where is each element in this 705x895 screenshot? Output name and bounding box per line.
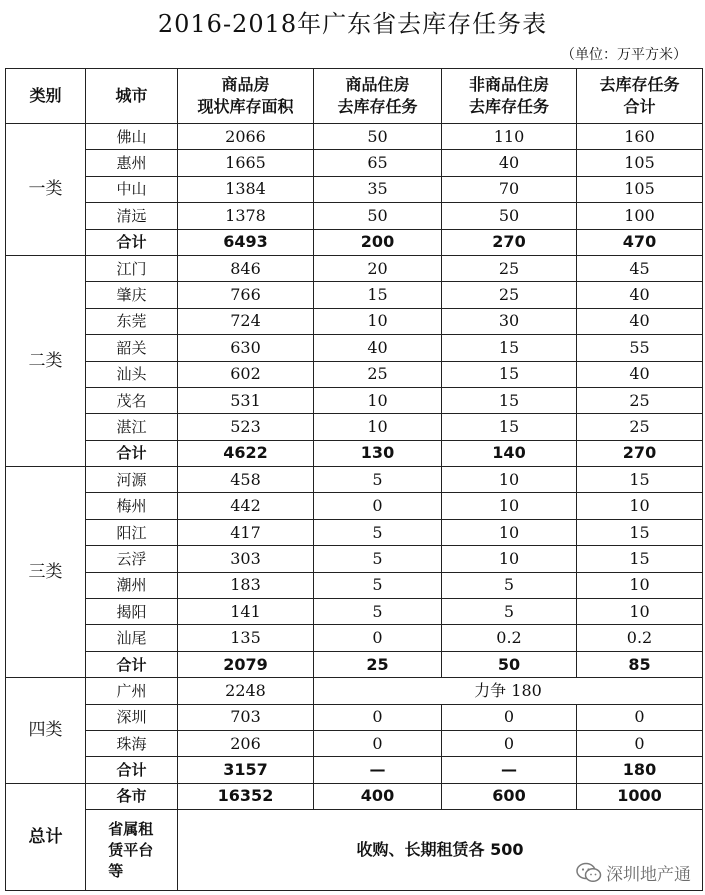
table-row (6, 519, 703, 545)
table-body (6, 124, 703, 891)
residential-cell: 15 (314, 282, 442, 308)
non-residential-cell: 0.2 (442, 625, 577, 651)
inventory-cell: 16352 (178, 783, 314, 809)
residential-cell: 25 (314, 651, 442, 677)
inventory-cell: 206 (178, 730, 314, 756)
residential-cell: 5 (314, 599, 442, 625)
wechat-icon (576, 862, 602, 884)
grand-total-category: 总计 (6, 783, 86, 890)
residential-cell: 65 (314, 150, 442, 176)
inventory-cell: 6493 (178, 229, 314, 255)
table-row (6, 361, 703, 387)
total-cell: 160 (577, 124, 703, 150)
residential-cell: 130 (314, 440, 442, 466)
residential-cell: — (314, 757, 442, 783)
total-cell: 15 (577, 546, 703, 572)
subtotal-row (6, 651, 703, 677)
city-cell: 韶关 (86, 335, 178, 361)
table-row (6, 599, 703, 625)
residential-cell: 40 (314, 335, 442, 361)
residential-cell: 0 (314, 493, 442, 519)
inventory-cell: 1384 (178, 176, 314, 202)
header-category: 类别 (6, 69, 86, 124)
non-residential-cell: — (442, 757, 577, 783)
city-cell: 茂名 (86, 387, 178, 413)
non-residential-cell: 5 (442, 572, 577, 598)
total-cell: 0 (577, 730, 703, 756)
subtotal-row (6, 229, 703, 255)
subtotal-label: 合计 (86, 229, 178, 255)
city-cell: 湛江 (86, 414, 178, 440)
city-cell: 清远 (86, 203, 178, 229)
table-row (6, 467, 703, 493)
table-row (6, 150, 703, 176)
total-cell: 40 (577, 308, 703, 334)
city-cell: 广州 (86, 678, 178, 704)
city-cell: 河源 (86, 467, 178, 493)
city-cell: 阳江 (86, 519, 178, 545)
non-residential-cell: 5 (442, 599, 577, 625)
non-residential-cell: 0 (442, 704, 577, 730)
total-cell: 100 (577, 203, 703, 229)
table-row (6, 625, 703, 651)
total-cell: 10 (577, 572, 703, 598)
platform-note: 收购、长期租赁各 500 (178, 810, 703, 891)
inventory-cell: 417 (178, 519, 314, 545)
table-row (6, 493, 703, 519)
non-residential-cell: 70 (442, 176, 577, 202)
grand-total-label: 各市 (86, 783, 178, 809)
category-cell: 一类 (6, 124, 86, 256)
total-cell: 15 (577, 519, 703, 545)
non-residential-cell: 50 (442, 203, 577, 229)
inventory-cell: 3157 (178, 757, 314, 783)
non-residential-cell: 140 (442, 440, 577, 466)
platform-label-text: 省属租赁平台等 (108, 819, 154, 880)
subtotal-label: 合计 (86, 651, 178, 677)
total-cell: 40 (577, 282, 703, 308)
city-cell: 东莞 (86, 308, 178, 334)
category-cell: 二类 (6, 255, 86, 466)
residential-cell: 5 (314, 572, 442, 598)
city-cell: 肇庆 (86, 282, 178, 308)
header-total: 去库存任务 合计 (577, 69, 703, 124)
subtotal-row (6, 440, 703, 466)
residential-cell: 50 (314, 203, 442, 229)
non-residential-cell: 15 (442, 414, 577, 440)
non-residential-cell: 15 (442, 361, 577, 387)
inventory-cell: 523 (178, 414, 314, 440)
total-cell: 25 (577, 414, 703, 440)
inventory-cell: 442 (178, 493, 314, 519)
non-residential-cell: 50 (442, 651, 577, 677)
residential-cell: 10 (314, 387, 442, 413)
unit-label: （单位：万平方米） (561, 47, 687, 63)
inventory-table (5, 68, 703, 891)
subtotal-row (6, 757, 703, 783)
city-cell: 佛山 (86, 124, 178, 150)
city-cell: 梅州 (86, 493, 178, 519)
table-row (6, 203, 703, 229)
subtotal-label: 合计 (86, 757, 178, 783)
table-row (6, 572, 703, 598)
inventory-cell: 846 (178, 255, 314, 281)
residential-cell: 5 (314, 519, 442, 545)
table-title: 2016-2018年广东省去库存任务表 (157, 10, 548, 38)
subtotal-label: 合计 (86, 440, 178, 466)
total-cell: 40 (577, 361, 703, 387)
residential-cell: 0 (314, 625, 442, 651)
total-cell: 0.2 (577, 625, 703, 651)
inventory-cell: 4622 (178, 440, 314, 466)
non-residential-cell: 0 (442, 730, 577, 756)
total-cell: 470 (577, 229, 703, 255)
city-cell: 汕尾 (86, 625, 178, 651)
residential-cell: 35 (314, 176, 442, 202)
inventory-cell: 141 (178, 599, 314, 625)
platform-label (86, 810, 178, 891)
table-row (6, 387, 703, 413)
non-residential-cell: 10 (442, 546, 577, 572)
inventory-cell: 2248 (178, 678, 314, 704)
total-cell: 55 (577, 335, 703, 361)
table-row (6, 335, 703, 361)
table-row (6, 678, 703, 704)
inventory-cell: 703 (178, 704, 314, 730)
inventory-cell: 1378 (178, 203, 314, 229)
non-residential-cell: 15 (442, 335, 577, 361)
watermark (576, 860, 691, 885)
total-cell: 15 (577, 467, 703, 493)
non-residential-cell: 40 (442, 150, 577, 176)
table-row (6, 704, 703, 730)
residential-cell: 0 (314, 704, 442, 730)
residential-cell: 20 (314, 255, 442, 281)
table-row (6, 176, 703, 202)
watermark-text: 深圳地产通 (606, 865, 691, 885)
inventory-cell: 602 (178, 361, 314, 387)
non-residential-cell: 15 (442, 387, 577, 413)
inventory-cell: 766 (178, 282, 314, 308)
city-cell: 揭阳 (86, 599, 178, 625)
inventory-cell: 458 (178, 467, 314, 493)
non-residential-cell: 10 (442, 467, 577, 493)
inventory-cell: 135 (178, 625, 314, 651)
inventory-cell: 724 (178, 308, 314, 334)
residential-cell: 10 (314, 308, 442, 334)
merged-task-cell: 力争 180 (314, 678, 703, 704)
inventory-cell: 1665 (178, 150, 314, 176)
residential-cell: 25 (314, 361, 442, 387)
category-cell: 三类 (6, 467, 86, 678)
residential-cell: 50 (314, 124, 442, 150)
city-cell: 汕头 (86, 361, 178, 387)
total-cell: 105 (577, 150, 703, 176)
table-row (6, 414, 703, 440)
table-row (6, 255, 703, 281)
table-row (6, 282, 703, 308)
city-cell: 惠州 (86, 150, 178, 176)
city-cell: 云浮 (86, 546, 178, 572)
inventory-cell: 630 (178, 335, 314, 361)
non-residential-cell: 110 (442, 124, 577, 150)
non-residential-cell: 10 (442, 493, 577, 519)
inventory-cell: 303 (178, 546, 314, 572)
residential-cell: 200 (314, 229, 442, 255)
non-residential-cell: 10 (442, 519, 577, 545)
residential-cell: 400 (314, 783, 442, 809)
total-cell: 85 (577, 651, 703, 677)
header-city: 城市 (86, 69, 178, 124)
total-cell: 10 (577, 599, 703, 625)
total-cell: 0 (577, 704, 703, 730)
inventory-cell: 183 (178, 572, 314, 598)
non-residential-cell: 270 (442, 229, 577, 255)
inventory-cell: 2079 (178, 651, 314, 677)
city-cell: 中山 (86, 176, 178, 202)
header-row (6, 69, 703, 124)
inventory-cell: 2066 (178, 124, 314, 150)
total-cell: 105 (577, 176, 703, 202)
non-residential-cell: 30 (442, 308, 577, 334)
inventory-cell: 531 (178, 387, 314, 413)
city-cell: 珠海 (86, 730, 178, 756)
non-residential-cell: 600 (442, 783, 577, 809)
residential-cell: 5 (314, 546, 442, 572)
table-row (6, 546, 703, 572)
category-cell: 四类 (6, 678, 86, 784)
total-cell: 45 (577, 255, 703, 281)
table-row (6, 308, 703, 334)
total-cell: 25 (577, 387, 703, 413)
residential-cell: 0 (314, 730, 442, 756)
header-non-residential: 非商品住房 去库存任务 (442, 69, 577, 124)
non-residential-cell: 25 (442, 282, 577, 308)
total-cell: 270 (577, 440, 703, 466)
city-cell: 深圳 (86, 704, 178, 730)
header-residential: 商品住房 去库存任务 (314, 69, 442, 124)
total-cell: 180 (577, 757, 703, 783)
table-row (6, 124, 703, 150)
residential-cell: 10 (314, 414, 442, 440)
table-row (6, 730, 703, 756)
total-cell: 1000 (577, 783, 703, 809)
non-residential-cell: 25 (442, 255, 577, 281)
total-cell: 10 (577, 493, 703, 519)
residential-cell: 5 (314, 467, 442, 493)
city-cell: 江门 (86, 255, 178, 281)
grand-total-row (6, 783, 703, 809)
header-inventory: 商品房 现状库存面积 (178, 69, 314, 124)
city-cell: 潮州 (86, 572, 178, 598)
